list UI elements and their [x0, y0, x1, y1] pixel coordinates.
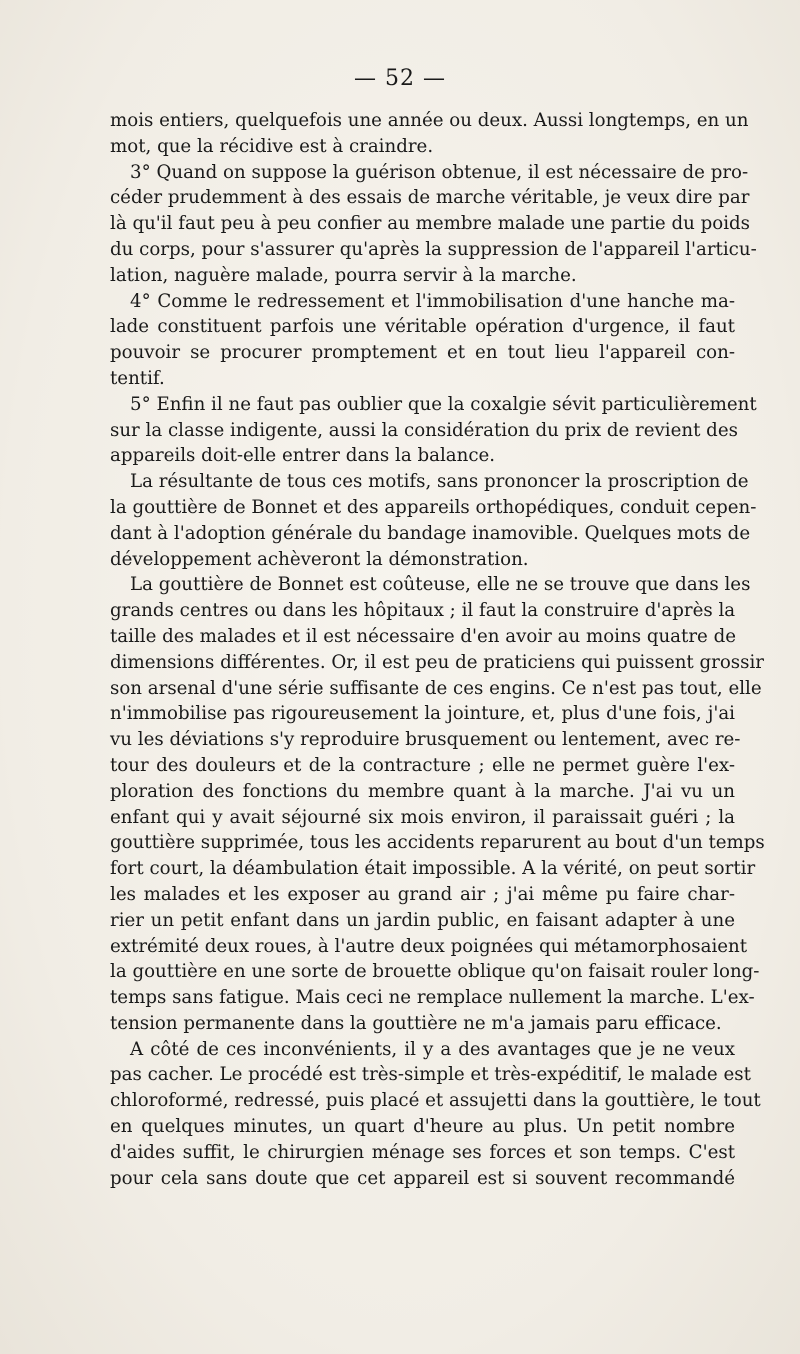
text-line: 3° Quand on suppose la guérison obtenue, il est nécessaire de pro- [130, 161, 749, 183]
text-line: pour cela sans doute que cet appareil est si souvent recommandé [110, 1167, 735, 1189]
text-line: la gouttière de Bonnet et des appareils orthopédiques, conduit cepen- [110, 496, 757, 518]
text-line: du corps, pour s'assurer qu'après la suppression de l'appareil l'articu- [110, 238, 757, 260]
text-line: céder prudemment à des essais de marche véritable, je veux dire par [110, 187, 750, 209]
text-line: taille des malades et il est nécessaire d'en avoir au moins quatre de [110, 625, 736, 647]
text-line: développement achèveront la démonstration. [110, 548, 529, 570]
text-line: son arsenal d'une série suffisante de ces engins. Ce n'est pas tout, elle [110, 677, 762, 699]
text-line: 5° Enfin il ne faut pas oublier que la coxalgie sévit particulièrement [130, 393, 757, 415]
text-line: La résultante de tous ces motifs, sans prononcer la proscription de [130, 471, 749, 493]
text-line: La gouttière de Bonnet est coûteuse, elle ne se trouve que dans les [130, 574, 751, 596]
text-line: dant à l'adoption générale du bandage inamovible. Quelques mots de [110, 522, 751, 544]
page-number: — 52 — [354, 66, 446, 91]
text-line: rier un petit enfant dans un jardin public, en faisant adapter à une [110, 909, 735, 931]
text-line: d'aides suffit, le chirurgien ménage ses forces et son temps. C'est [110, 1141, 735, 1163]
text-line: là qu'il faut peu à peu confier au membre malade une partie du poids [110, 213, 750, 235]
text-line: la gouttière en une sorte de brouette oblique qu'on faisait rouler long- [110, 961, 760, 983]
text-line: lade constituent parfois une véritable opération d'urgence, il faut [110, 316, 735, 338]
text-line: appareils doit-elle entrer dans la balance. [110, 445, 496, 467]
text-line: mot, que la récidive est à craindre. [110, 135, 434, 157]
text-line: pas cacher. Le procédé est très-simple et très-expéditif, le malade est [110, 1064, 751, 1086]
text-line: tension permanente dans la gouttière ne m'a jamais paru efficace. [110, 1012, 722, 1034]
text-line: enfant qui y avait séjourné six mois environ, il paraissait guéri ; la [110, 806, 735, 828]
text-line: temps sans fatigue. Mais ceci ne remplace nullement la marche. L'ex- [110, 987, 755, 1009]
text-line: ploration des fonctions du membre quant à la marche. J'ai vu un [110, 780, 735, 802]
text-line: 4° Comme le redressement et l'immobilisation d'une hanche ma- [130, 290, 735, 312]
text-line: dimensions différentes. Or, il est peu de praticiens qui puissent grossir [110, 651, 764, 673]
text-line: n'immobilise pas rigoureusement la jointure, et, plus d'une fois, j'ai [110, 703, 735, 725]
text-line: extrémité deux roues, à l'autre deux poignées qui métamorphosaient [110, 935, 748, 957]
text-line: fort court, la déambulation était impossible. A la vérité, on peut sortir [110, 858, 756, 880]
text-line: pouvoir se procurer promptement et en tout lieu l'appareil con- [110, 342, 735, 364]
text-line: les malades et les exposer au grand air ; j'ai même pu faire char- [110, 883, 735, 905]
text-line: chloroformé, redressé, puis placé et assujetti dans la gouttière, le tout [110, 1090, 761, 1112]
text-line: A côté de ces inconvénients, il y a des avantages que je ne veux [130, 1038, 735, 1060]
body-text [110, 108, 765, 1191]
text-line: lation, naguère malade, pourra servir à la marche. [110, 264, 577, 286]
text-line: tentif. [110, 367, 165, 389]
text-line: gouttière supprimée, tous les accidents reparurent au bout d'un temps [110, 832, 765, 854]
text-line: grands centres ou dans les hôpitaux ; il faut la construire d'après la [110, 600, 736, 622]
text-line: vu les déviations s'y reproduire brusquement ou lentement, avec re- [110, 729, 741, 751]
text-line: tour des douleurs et de la contracture ; elle ne permet guère l'ex- [110, 754, 735, 776]
text-line: mois entiers, quelquefois une année ou deux. Aussi longtemps, en un [110, 110, 749, 131]
text-line: sur la classe indigente, aussi la considération du prix de revient des [110, 419, 738, 441]
text-line: en quelques minutes, un quart d'heure au plus. Un petit nombre [110, 1116, 735, 1138]
